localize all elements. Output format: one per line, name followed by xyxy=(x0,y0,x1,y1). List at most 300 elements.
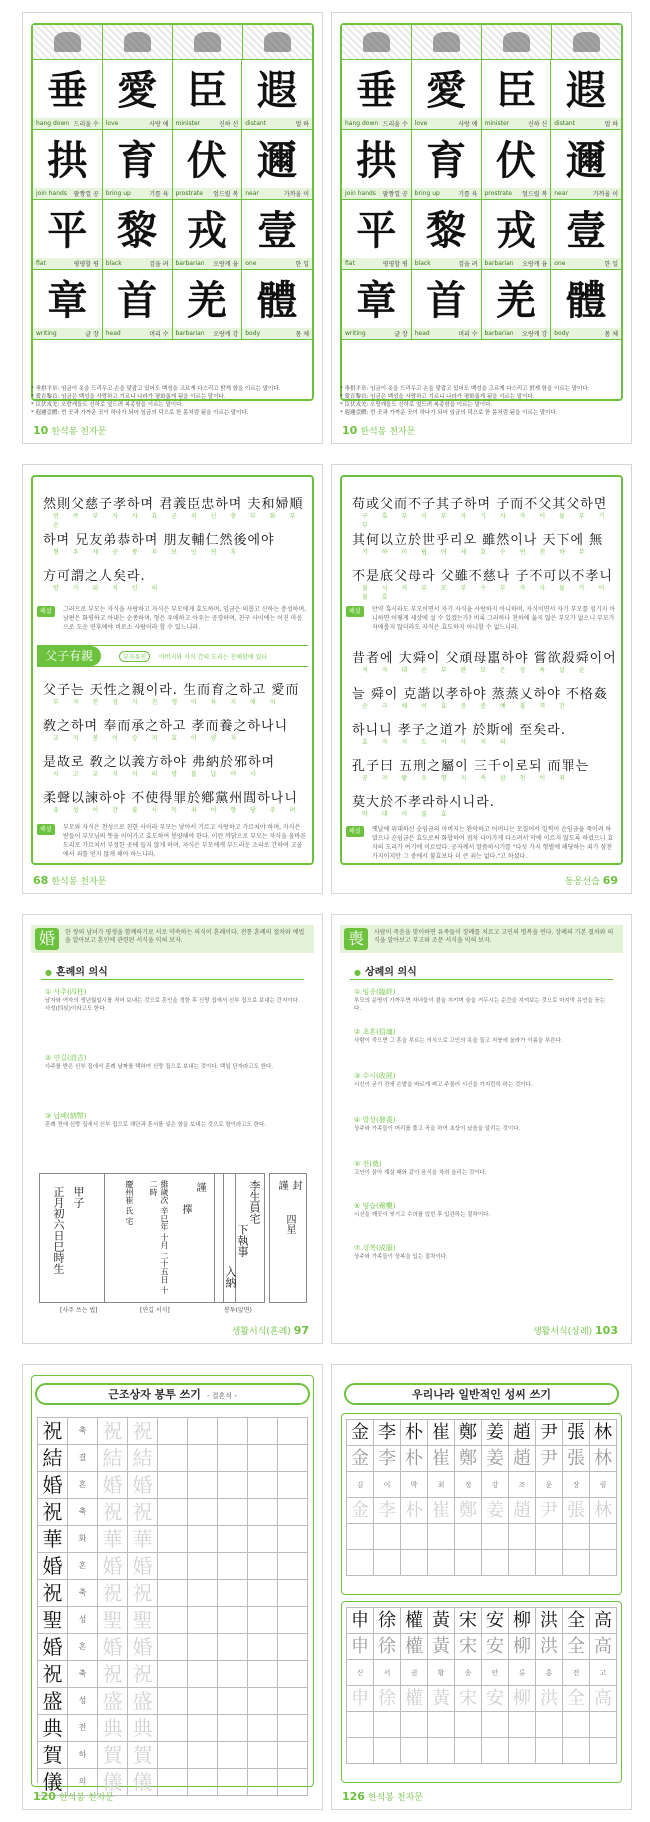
blank-cell[interactable] xyxy=(509,1738,536,1764)
caption-english: one xyxy=(554,260,566,267)
grid-cell[interactable] xyxy=(278,1499,308,1526)
item-heading: ① 임종(臨終) xyxy=(354,988,396,996)
grid-cell[interactable] xyxy=(188,1715,218,1742)
grid-cell[interactable] xyxy=(218,1634,248,1661)
grid-cell[interactable] xyxy=(188,1634,218,1661)
blank-cell[interactable] xyxy=(401,1712,428,1738)
trace-char[interactable]: 祝 xyxy=(98,1499,128,1526)
trace-char[interactable]: 洪 xyxy=(536,1634,563,1660)
trace-char[interactable]: 尹 xyxy=(536,1498,563,1524)
blank-cell[interactable] xyxy=(563,1550,590,1576)
trace-char[interactable]: 祝 xyxy=(128,1418,158,1445)
blank-cell[interactable] xyxy=(347,1550,374,1576)
trace-char[interactable]: 祝 xyxy=(128,1580,158,1607)
grid-cell[interactable] xyxy=(188,1472,218,1499)
blank-cell[interactable] xyxy=(428,1550,455,1576)
grid-cell[interactable] xyxy=(218,1418,248,1445)
hanja-char: 愛 xyxy=(117,67,158,114)
grid-cell[interactable] xyxy=(248,1742,278,1769)
illustration-scroll xyxy=(342,25,412,59)
name-char: 權 xyxy=(401,1608,428,1634)
trace-char[interactable]: 朴 xyxy=(401,1446,428,1472)
reading-char: 홍 xyxy=(536,1660,563,1686)
caption-english: bring up xyxy=(414,190,440,197)
caption-korean: 오랑캐 융 xyxy=(522,261,548,268)
page-footer: 126 한석봉 천자문 xyxy=(342,1790,423,1803)
char-caption xyxy=(242,328,312,339)
trace-char[interactable]: 典 xyxy=(128,1715,158,1742)
trace-char[interactable]: 李 xyxy=(374,1498,401,1524)
blank-cell[interactable] xyxy=(563,1524,590,1550)
reading-line: 유 성 이 간 불 사 득 죄 어 향 당 주 려 xyxy=(53,807,302,814)
blank-cell[interactable] xyxy=(590,1712,617,1738)
name-char: 張 xyxy=(563,1420,590,1446)
grid-cell[interactable] xyxy=(188,1769,218,1796)
char-caption xyxy=(342,258,411,269)
caption-korean: 팔짱낄 공 xyxy=(382,191,408,198)
name-char: 朴 xyxy=(401,1420,428,1446)
model-char: 聖 xyxy=(38,1607,68,1634)
blank-cell[interactable] xyxy=(536,1738,563,1764)
grid-cell[interactable] xyxy=(188,1499,218,1526)
trace-char[interactable]: 趙 xyxy=(509,1498,536,1524)
char-caption xyxy=(482,258,551,269)
blank-cell[interactable] xyxy=(482,1712,509,1738)
trace-char[interactable]: 金 xyxy=(347,1446,374,1472)
form-samples xyxy=(39,1173,236,1314)
grid-cell[interactable] xyxy=(218,1445,248,1472)
reading-line: 연 즉 부 자 자 효 군 의 신 충 부 화 부 순 xyxy=(53,513,302,529)
note-line: * 垂拱平章: 임금이 옷을 드리우고 손을 맞잡고 있어도 백성을 고르게 다스리고 밝게 함을 이르는 말이다. xyxy=(340,386,590,392)
char-cell xyxy=(482,60,552,130)
grid-cell[interactable] xyxy=(188,1661,218,1688)
reading-char: 정 xyxy=(455,1472,482,1498)
hanja-char: 羌 xyxy=(186,277,227,324)
item-text: 시신이 굳기 전에 손발을 바르게 펴고 주물러 시신을 가지런히 하는 것이다. xyxy=(354,1082,533,1088)
blank-cell[interactable] xyxy=(455,1738,482,1764)
page-footer: 10 한석봉 천자문 xyxy=(33,424,107,437)
grid-cell[interactable] xyxy=(188,1607,218,1634)
grid-cell[interactable] xyxy=(158,1472,188,1499)
trace-char[interactable]: 賀 xyxy=(128,1742,158,1769)
char-caption xyxy=(412,118,481,129)
trace-char[interactable]: 姜 xyxy=(482,1446,509,1472)
blank-cell[interactable] xyxy=(374,1712,401,1738)
char-cell xyxy=(173,60,243,130)
grid-cell[interactable] xyxy=(278,1418,308,1445)
grid-cell[interactable] xyxy=(218,1715,248,1742)
blank-cell[interactable] xyxy=(482,1738,509,1764)
envelope-cover: 謹 封 四星 xyxy=(269,1173,307,1303)
caption-english: love xyxy=(414,120,428,127)
caption-korean: 가까울 이 xyxy=(283,191,309,198)
trace-char[interactable]: 鄭 xyxy=(455,1446,482,1472)
envelope-front: 李生員宅 下執事 入納 봉투(앞면) xyxy=(223,1173,265,1303)
caption-korean: 가까울 이 xyxy=(592,191,618,198)
char-cell xyxy=(342,270,412,340)
trace-char[interactable]: 柳 xyxy=(509,1634,536,1660)
grid-cell[interactable] xyxy=(218,1742,248,1769)
char-caption xyxy=(173,118,242,129)
trace-char[interactable]: 鄭 xyxy=(455,1498,482,1524)
grid-cell[interactable] xyxy=(278,1526,308,1553)
trace-char[interactable]: 高 xyxy=(590,1686,617,1712)
grid-cell[interactable] xyxy=(188,1418,218,1445)
grid-cell[interactable] xyxy=(248,1445,278,1472)
hanja-char: 愛 xyxy=(426,67,467,114)
caption-korean: 머리 수 xyxy=(458,331,478,338)
grid-cell[interactable] xyxy=(248,1688,278,1715)
trace-char[interactable]: 黃 xyxy=(428,1686,455,1712)
grid-cell[interactable] xyxy=(278,1445,308,1472)
blank-cell[interactable] xyxy=(509,1524,536,1550)
reading-char: 혼 xyxy=(68,1472,98,1499)
grid-cell[interactable] xyxy=(158,1769,188,1796)
grid-cell[interactable] xyxy=(158,1445,188,1472)
page-footer: 120 한석봉 천자문 xyxy=(33,1790,114,1803)
trace-char[interactable]: 聖 xyxy=(128,1607,158,1634)
grid-cell[interactable] xyxy=(248,1715,278,1742)
name-char: 全 xyxy=(563,1608,590,1634)
reading-char: 신 xyxy=(347,1660,374,1686)
trace-char[interactable]: 安 xyxy=(482,1634,509,1660)
trace-char[interactable]: 結 xyxy=(98,1445,128,1472)
caption-korean: 검을 려 xyxy=(149,261,169,268)
model-char: 典 xyxy=(38,1715,68,1742)
trace-char[interactable]: 華 xyxy=(128,1526,158,1553)
grid-cell[interactable] xyxy=(248,1553,278,1580)
trace-char[interactable]: 全 xyxy=(563,1686,590,1712)
item-heading: ⑥ 염습(殮襲) xyxy=(354,1202,396,1210)
reading-char: 조 xyxy=(509,1472,536,1498)
page-left xyxy=(22,464,323,894)
blank-cell[interactable] xyxy=(347,1738,374,1764)
trace-char[interactable]: 盛 xyxy=(98,1688,128,1715)
blank-cell[interactable] xyxy=(455,1550,482,1576)
trace-char[interactable]: 尹 xyxy=(536,1446,563,1472)
caption: 봉투(앞면) xyxy=(224,1307,252,1314)
trace-char[interactable]: 典 xyxy=(98,1715,128,1742)
note-line: * 遐邇壹體: 먼 곳과 가까운 곳이 하나가 되어 임금의 덕으로 한 몸처럼 됨을 이르는 말이다. xyxy=(340,410,558,416)
illustration-scroll xyxy=(33,25,103,59)
char-caption xyxy=(173,188,242,199)
trace-char[interactable]: 宋 xyxy=(455,1686,482,1712)
model-char: 賀 xyxy=(38,1742,68,1769)
grid-cell[interactable] xyxy=(188,1526,218,1553)
grid-cell[interactable] xyxy=(218,1769,248,1796)
blank-cell[interactable] xyxy=(374,1550,401,1576)
trace-char[interactable]: 權 xyxy=(401,1686,428,1712)
trace-char[interactable]: 全 xyxy=(563,1634,590,1660)
char-caption xyxy=(551,328,621,339)
blank-cell[interactable] xyxy=(401,1524,428,1550)
grid-cell[interactable] xyxy=(158,1607,188,1634)
grid-cell[interactable] xyxy=(188,1553,218,1580)
hanja-char: 臣 xyxy=(186,67,227,114)
blank-cell[interactable] xyxy=(455,1712,482,1738)
trace-char[interactable]: 林 xyxy=(590,1498,617,1524)
trace-char[interactable]: 權 xyxy=(401,1634,428,1660)
blank-cell[interactable] xyxy=(536,1550,563,1576)
hanja-char: 平 xyxy=(356,207,397,254)
trace-char[interactable]: 朴 xyxy=(401,1498,428,1524)
hanja-char: 首 xyxy=(426,277,467,324)
char-cell xyxy=(412,270,482,340)
grid-cell[interactable] xyxy=(218,1499,248,1526)
trace-char[interactable]: 崔 xyxy=(428,1446,455,1472)
grid-cell[interactable] xyxy=(278,1661,308,1688)
trace-char[interactable]: 張 xyxy=(563,1446,590,1472)
text-line: 柔聲以諫하야 不使得罪於鄕黨州閭하나니 xyxy=(43,791,298,806)
caption-korean: 기를 육 xyxy=(149,191,169,198)
item-text: 상주와 가족들이 머리를 풀고 곡을 하여 초상이 났음을 알리는 것이다. xyxy=(354,1126,521,1132)
caption-english: distant xyxy=(245,120,267,127)
grid-cell[interactable] xyxy=(248,1769,278,1796)
grid-cell[interactable] xyxy=(278,1688,308,1715)
grid-cell[interactable] xyxy=(218,1472,248,1499)
caption-korean: 평평할 평 xyxy=(73,261,99,268)
caption: [연길 서식] xyxy=(140,1307,170,1314)
grid-cell[interactable] xyxy=(218,1580,248,1607)
grid-cell[interactable] xyxy=(278,1553,308,1580)
blank-cell[interactable] xyxy=(482,1550,509,1576)
blank-cell[interactable] xyxy=(401,1738,428,1764)
trace-char[interactable]: 宋 xyxy=(455,1634,482,1660)
section-banner xyxy=(37,645,308,667)
grid-cell[interactable] xyxy=(188,1688,218,1715)
trace-char[interactable]: 洪 xyxy=(536,1686,563,1712)
blank-cell[interactable] xyxy=(536,1712,563,1738)
trace-char[interactable]: 婚 xyxy=(128,1634,158,1661)
illustration-family xyxy=(103,25,173,59)
char-caption xyxy=(242,118,312,129)
grid-cell[interactable] xyxy=(248,1580,278,1607)
blank-cell[interactable] xyxy=(482,1524,509,1550)
trace-char[interactable]: 婚 xyxy=(98,1634,128,1661)
char-cell xyxy=(103,270,173,340)
caption-english: head xyxy=(414,330,430,337)
name-char: 安 xyxy=(482,1608,509,1634)
trace-char[interactable]: 崔 xyxy=(428,1498,455,1524)
trace-char[interactable]: 趙 xyxy=(509,1446,536,1472)
grid-cell[interactable] xyxy=(248,1418,278,1445)
grid-cell[interactable] xyxy=(218,1661,248,1688)
trace-char[interactable]: 儀 xyxy=(98,1769,128,1796)
grid-cell[interactable] xyxy=(278,1742,308,1769)
grid-cell[interactable] xyxy=(248,1526,278,1553)
grid-cell[interactable] xyxy=(248,1634,278,1661)
model-char: 祝 xyxy=(38,1580,68,1607)
hanja-char: 育 xyxy=(117,137,158,184)
reading-char: 림 xyxy=(590,1472,617,1498)
trace-char[interactable]: 祝 xyxy=(98,1661,128,1688)
blank-cell[interactable] xyxy=(428,1738,455,1764)
note-line: * 愛育黎首: 임금은 백성을 사랑하고 기르니 나라가 평화롭게 됨을 이르는 말이다. xyxy=(340,394,535,400)
grid-cell[interactable] xyxy=(278,1634,308,1661)
trace-char[interactable]: 徐 xyxy=(374,1686,401,1712)
blank-cell[interactable] xyxy=(428,1712,455,1738)
char-grid xyxy=(33,60,312,340)
blank-cell[interactable] xyxy=(347,1524,374,1550)
trace-char[interactable]: 婚 xyxy=(128,1553,158,1580)
surname-grid-1[interactable] xyxy=(346,1419,617,1576)
caption-english: near xyxy=(245,190,259,197)
grid-cell[interactable] xyxy=(158,1715,188,1742)
trace-char[interactable]: 高 xyxy=(590,1634,617,1660)
reading-char: 결 xyxy=(68,1445,98,1472)
notes xyxy=(340,385,623,417)
writing-grid[interactable] xyxy=(37,1417,308,1794)
grid-cell[interactable] xyxy=(158,1553,188,1580)
grid-cell[interactable] xyxy=(158,1661,188,1688)
grid-cell[interactable] xyxy=(158,1526,188,1553)
trace-char[interactable]: 盛 xyxy=(128,1688,158,1715)
spread-3 xyxy=(22,914,632,1344)
trace-char[interactable]: 儀 xyxy=(128,1769,158,1796)
blank-cell[interactable] xyxy=(563,1712,590,1738)
meaning-note: 해설 만약 혹시라도 부모이면서 자기 자식을 사랑하지 아니하며, 자식이면서 자기 부모를 섬기지 아니하면 어떻게 세상에 설 수 있겠는가? 비록 그러하나 천하에 옳지 않은 부모가 없으니 부모가 자애롭지 않더라도 자식은 효도하지 아니할 수 없느니라. xyxy=(346,605,617,632)
blank-cell[interactable] xyxy=(590,1550,617,1576)
trace-char[interactable]: 林 xyxy=(590,1446,617,1472)
yeongil-form: 謹 擇 維歲次 辛巳年 十月 二十五日 十二時 慶州崔 氏 宅 xyxy=(104,1174,215,1302)
grid-cell[interactable] xyxy=(188,1580,218,1607)
caption-english: distant xyxy=(554,120,576,127)
char-cell xyxy=(103,60,173,130)
caption-korean: 기를 육 xyxy=(458,191,478,198)
hanja-char: 垂 xyxy=(47,67,88,114)
grid-cell[interactable] xyxy=(218,1607,248,1634)
reading-char: 의 xyxy=(68,1769,98,1796)
reading-char: 장 xyxy=(563,1472,590,1498)
grid-cell[interactable] xyxy=(278,1769,308,1796)
item-heading: ④ 발상(發喪) xyxy=(354,1116,396,1124)
char-cell xyxy=(412,60,482,130)
grid-cell[interactable] xyxy=(158,1418,188,1445)
trace-char[interactable]: 申 xyxy=(347,1634,374,1660)
item-text: 남자와 여자의 생년월일시를 적어 보내는 것으로 혼인을 정한 후 신랑 집에서 신부 집으로 보내는 간지이다. 사성(四星)이라고도 한다. xyxy=(45,998,300,1012)
trace-char[interactable]: 姜 xyxy=(482,1498,509,1524)
name-char: 李 xyxy=(374,1420,401,1446)
trace-char[interactable]: 祝 xyxy=(128,1661,158,1688)
surname-grid-2[interactable] xyxy=(346,1607,617,1764)
trace-char[interactable]: 金 xyxy=(347,1498,374,1524)
grid-cell[interactable] xyxy=(158,1580,188,1607)
divider xyxy=(350,979,613,980)
caption-korean: 평평할 평 xyxy=(382,261,408,268)
text-line: 昔者에 大舜이 父頑母嚚하야 嘗欲殺舜이어 xyxy=(352,651,617,666)
char-cell xyxy=(551,130,621,200)
text-line: 然則父慈子孝하며 君義臣忠하며 夫和婦順 xyxy=(43,497,304,512)
grid-cell[interactable] xyxy=(218,1553,248,1580)
item-heading: ② 초혼(招魂) xyxy=(354,1028,396,1036)
reading-char: 고 xyxy=(590,1660,617,1686)
trace-char[interactable]: 申 xyxy=(347,1686,374,1712)
reading-char: 이 xyxy=(374,1472,401,1498)
hanja-char: 拱 xyxy=(356,137,397,184)
blank-cell[interactable] xyxy=(590,1738,617,1764)
trace-char[interactable]: 祝 xyxy=(98,1418,128,1445)
trace-char[interactable]: 賀 xyxy=(98,1742,128,1769)
grid-cell[interactable] xyxy=(158,1634,188,1661)
trace-char[interactable]: 婚 xyxy=(98,1553,128,1580)
grid-cell[interactable] xyxy=(188,1742,218,1769)
blank-cell[interactable] xyxy=(590,1524,617,1550)
blank-cell[interactable] xyxy=(455,1524,482,1550)
trace-char[interactable]: 李 xyxy=(374,1446,401,1472)
meaning-tag: 해설 xyxy=(346,826,364,837)
grid-cell[interactable] xyxy=(158,1688,188,1715)
blank-cell[interactable] xyxy=(509,1550,536,1576)
text-line: 하며 兄友弟恭하며 朋友輔仁然後에야 xyxy=(43,533,275,548)
trace-char[interactable]: 張 xyxy=(563,1498,590,1524)
reading-char: 전 xyxy=(563,1660,590,1686)
char-caption xyxy=(173,328,242,339)
blank-cell[interactable] xyxy=(374,1738,401,1764)
grid-cell[interactable] xyxy=(218,1688,248,1715)
grid-cell[interactable] xyxy=(248,1472,278,1499)
caption-korean: 엎드릴 복 xyxy=(522,191,548,198)
reading-char: 하 xyxy=(68,1742,98,1769)
blank-cell[interactable] xyxy=(347,1712,374,1738)
blank-cell[interactable] xyxy=(374,1524,401,1550)
trace-char[interactable]: 華 xyxy=(98,1526,128,1553)
spread-2 xyxy=(22,464,632,894)
grid-cell[interactable] xyxy=(188,1445,218,1472)
grid-cell[interactable] xyxy=(248,1661,278,1688)
char-caption xyxy=(551,258,621,269)
char-caption xyxy=(412,328,481,339)
grid-cell[interactable] xyxy=(278,1580,308,1607)
blank-cell[interactable] xyxy=(401,1550,428,1576)
char-caption xyxy=(33,328,102,339)
reading-char: 혼 xyxy=(68,1634,98,1661)
grid-cell[interactable] xyxy=(158,1742,188,1769)
char-caption xyxy=(103,118,172,129)
illustration-row xyxy=(33,25,312,60)
caption-english: barbarian xyxy=(484,260,514,267)
char-cell xyxy=(551,270,621,340)
grid-cell[interactable] xyxy=(278,1607,308,1634)
char-cell xyxy=(173,200,243,270)
reading-line: 막 대 어 불 효 xyxy=(362,811,453,818)
trace-char[interactable]: 婚 xyxy=(98,1472,128,1499)
caption-korean: 엎드릴 복 xyxy=(213,191,239,198)
model-char: 婚 xyxy=(38,1472,68,1499)
trace-char[interactable]: 柳 xyxy=(509,1686,536,1712)
trace-char[interactable]: 婚 xyxy=(128,1472,158,1499)
blank-cell[interactable] xyxy=(428,1524,455,1550)
trace-char[interactable]: 徐 xyxy=(374,1634,401,1660)
trace-char[interactable]: 祝 xyxy=(98,1580,128,1607)
blank-cell[interactable] xyxy=(536,1524,563,1550)
grid-cell[interactable] xyxy=(158,1499,188,1526)
char-cell xyxy=(242,60,312,130)
caption-korean: 팔짱낄 공 xyxy=(73,191,99,198)
grid-cell[interactable] xyxy=(248,1607,278,1634)
trace-char[interactable]: 安 xyxy=(482,1686,509,1712)
grid-cell[interactable] xyxy=(278,1472,308,1499)
grid-cell[interactable] xyxy=(248,1499,278,1526)
trace-char[interactable]: 祝 xyxy=(128,1499,158,1526)
trace-char[interactable]: 聖 xyxy=(98,1607,128,1634)
hanja-char: 章 xyxy=(356,277,397,324)
trace-char[interactable]: 黃 xyxy=(428,1634,455,1660)
grid-cell[interactable] xyxy=(218,1526,248,1553)
grid-cell[interactable] xyxy=(278,1715,308,1742)
blank-cell[interactable] xyxy=(563,1738,590,1764)
blank-cell[interactable] xyxy=(509,1712,536,1738)
trace-char[interactable]: 結 xyxy=(128,1445,158,1472)
